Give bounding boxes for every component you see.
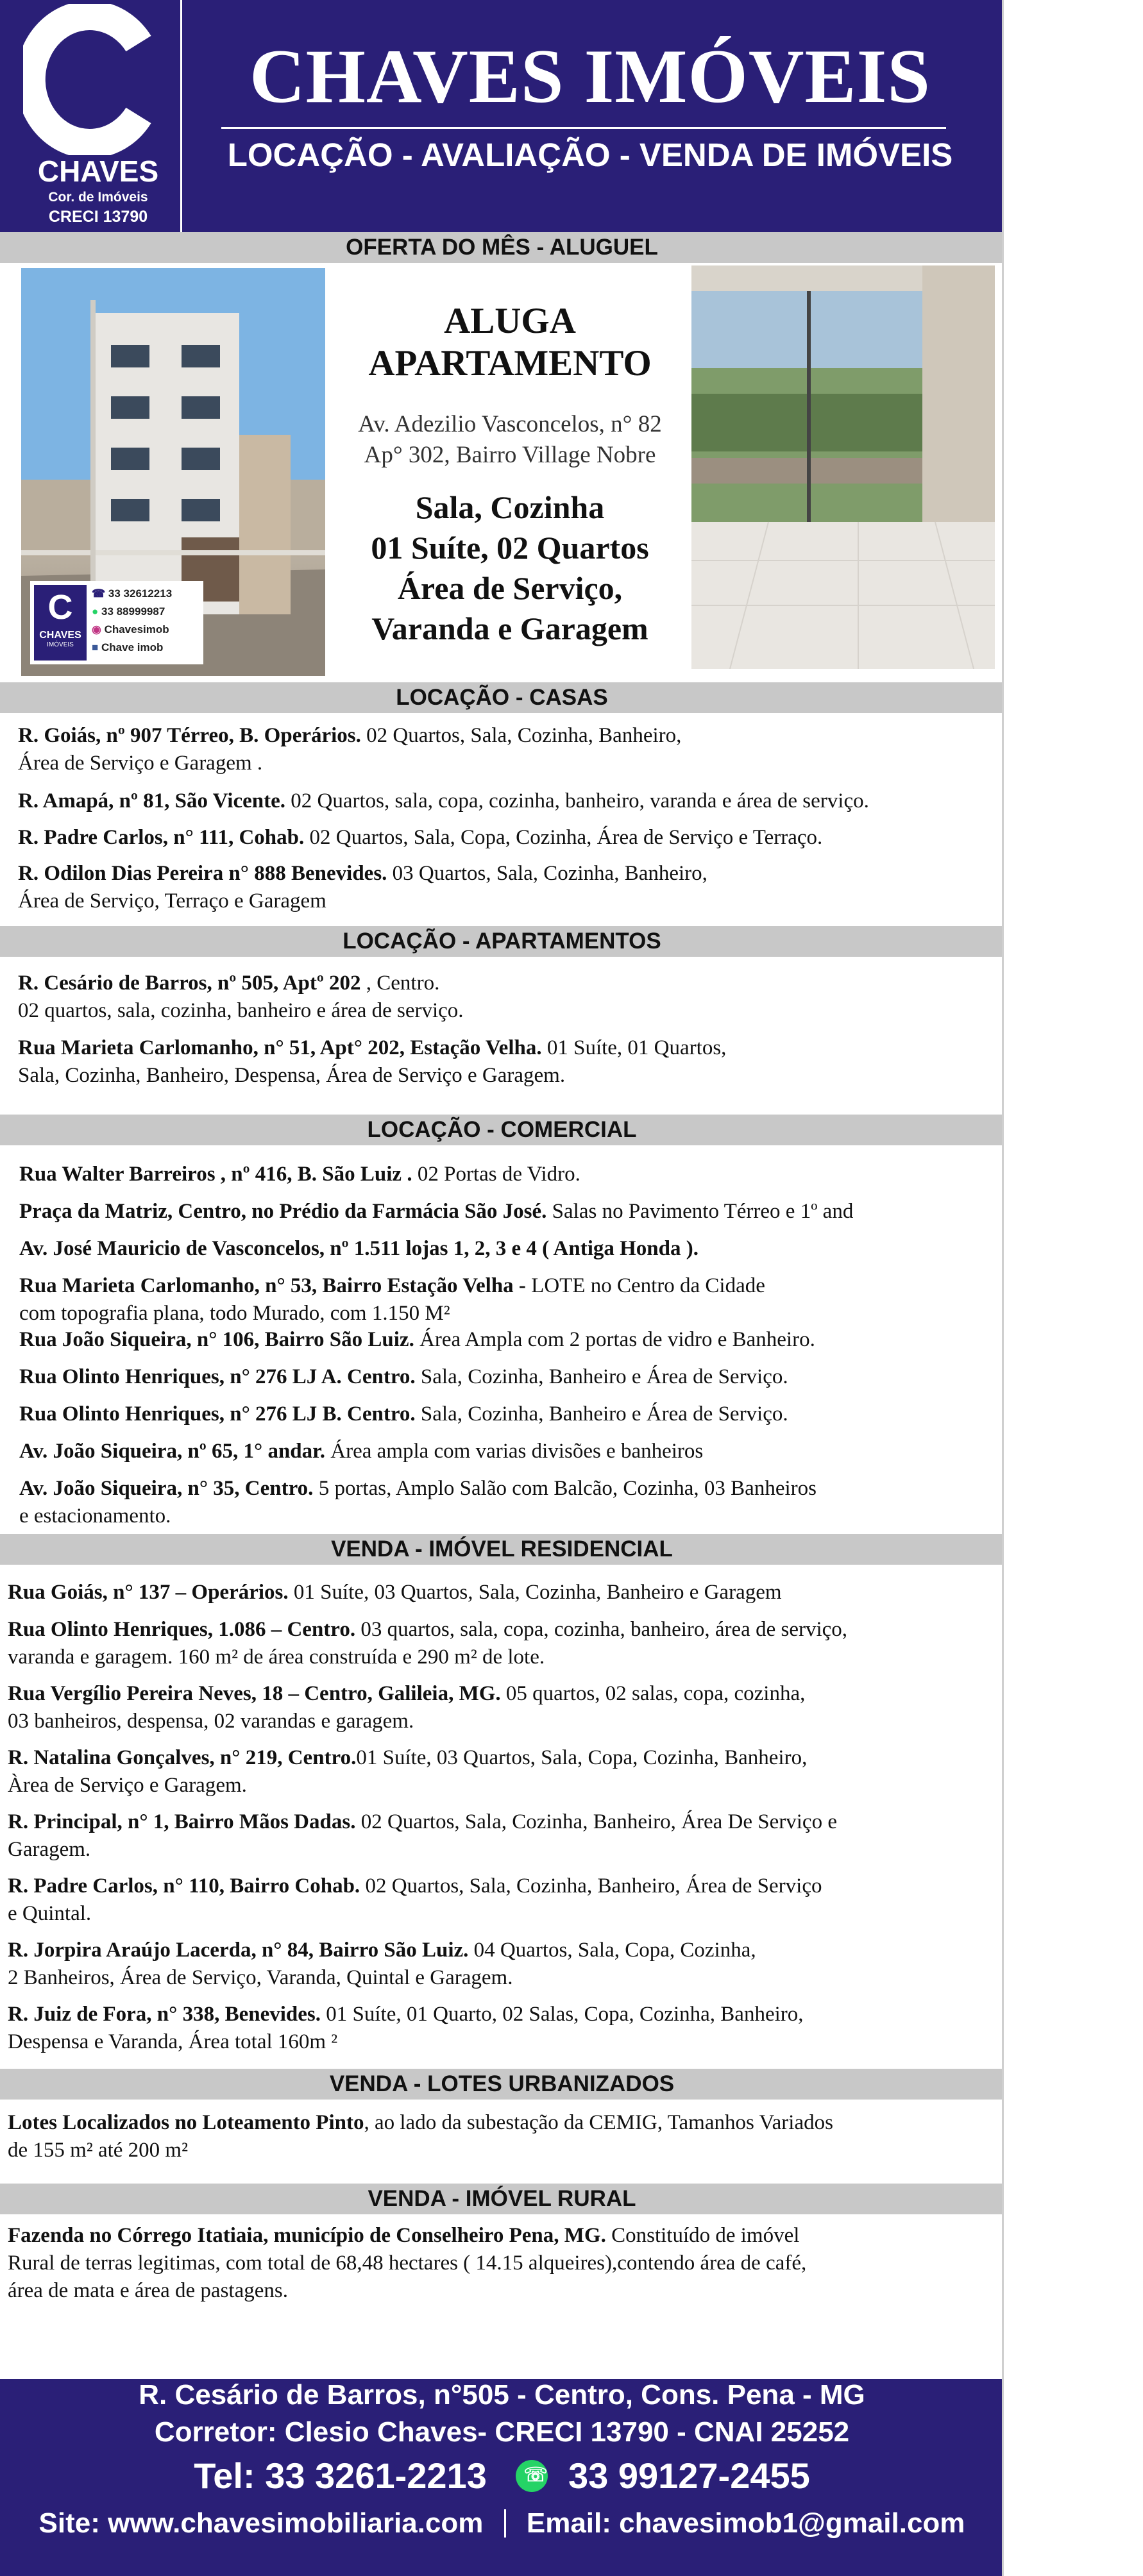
interior-illustration [691, 265, 995, 669]
listing-desc: 02 Portas de Vidro. [412, 1163, 580, 1186]
listing-comercial-1 [19, 1161, 580, 1188]
listing-residencial-7 [8, 1937, 756, 1992]
listing-title: R. Padre Carlos, n° 110, Bairro Cohab. [8, 1874, 360, 1898]
listing-comercial-4 [19, 1272, 765, 1327]
listing-title: R. Amapá, nº 81, São Vicente. [18, 789, 285, 812]
logo-subtitle: Cor. de Imóveis [48, 190, 148, 205]
whatsapp-icon: ☏ [516, 2460, 548, 2492]
section-bar-casas: LOCAÇÃO - CASAS [0, 682, 1004, 713]
listing-desc-2: Despensa e Varanda, Área total 160m ² [8, 2030, 338, 2053]
listing-title: Rua Marieta Carlomanho, n° 53, Bairro Estação Velha - [19, 1274, 526, 1297]
offer-address-line1: Av. Adezilio Vasconcelos, n° 82 [358, 411, 662, 437]
listing-comercial-8 [19, 1438, 703, 1465]
listing-title: Av. José Mauricio de Vasconcelos, nº 1.511 lojas 1, 2, 3 e 4 ( Antiga Honda ). [19, 1237, 698, 1260]
brand-title: CHAVES IMÓVEIS [249, 33, 931, 119]
listing-title: R. Juiz de Fora, n° 338, Benevides. [8, 2003, 321, 2026]
footer-whatsapp[interactable]: 33 99127-2455 [568, 2455, 810, 2496]
listing-desc: Sala, Cozinha, Banheiro e Área de Serviço. [415, 1365, 788, 1388]
listing-title: Fazenda no Córrego Itatiaia, município de Conselheiro Pena, MG. [8, 2224, 606, 2247]
header-banner [0, 0, 1004, 232]
badge-contacts [92, 585, 172, 657]
section-bar-comercial: LOCAÇÃO - COMERCIAL [0, 1115, 1004, 1145]
listing-title: Lotes Localizados no Loteamento Pinto [8, 2111, 364, 2134]
badge-facebook: Chave imob [101, 641, 164, 653]
whatsapp-icon: ● [92, 605, 101, 618]
listing-desc: 01 Suíte, 03 Quartos, Sala, Cozinha, Banheiro e Garagem [288, 1581, 782, 1604]
listing-desc-2: de 155 m² até 200 m² [8, 2139, 188, 2162]
offer-feature-3: Área de Serviço, [397, 570, 623, 606]
listing-title: Av. João Siqueira, n° 35, Centro. [19, 1477, 314, 1500]
badge-logo-name: CHAVES [39, 630, 81, 641]
listing-comercial-6 [19, 1363, 788, 1391]
listing-casa-1 [18, 722, 681, 777]
badge-logo-sub: IMÓVEIS [47, 641, 74, 648]
listing-residencial-6 [8, 1873, 822, 1928]
listing-comercial-5 [19, 1326, 815, 1354]
listing-rural-1 [8, 2222, 806, 2305]
listing-desc: 02 Quartos, sala, copa, cozinha, banheiro, varanda e área de serviço. [285, 789, 869, 812]
listing-desc: 5 portas, Amplo Salão com Balcão, Cozinha, 03 Banheiros [313, 1477, 817, 1500]
listing-comercial-7 [19, 1401, 788, 1428]
listing-desc: , ao lado da subestação da CEMIG, Tamanhos Variados [364, 2111, 833, 2134]
listing-title: R. Padre Carlos, n° 111, Cohab. [18, 826, 305, 849]
listing-title: Av. João Siqueira, nº 65, 1° andar. [19, 1440, 326, 1463]
listing-desc-2: com topografia plana, todo Murado, com 1.150 M² [19, 1302, 450, 1325]
listing-desc: 04 Quartos, Sala, Copa, Cozinha, [468, 1939, 756, 1962]
listing-desc: 01 Suíte, 03 Quartos, Sala, Copa, Cozinha, Banheiro, [356, 1746, 808, 1769]
listing-desc: 01 Suíte, 01 Quartos, [541, 1036, 727, 1059]
listing-desc-2: e Quintal. [8, 1902, 92, 1925]
listing-comercial-9 [19, 1475, 817, 1530]
listing-desc-2: e estacionamento. [19, 1504, 171, 1528]
listing-desc: , Centro. [360, 972, 440, 995]
listing-casa-4 [18, 860, 707, 915]
listing-desc: Salas no Pavimento Térreo e 1º and [546, 1200, 854, 1223]
listing-desc: 03 quartos, sala, copa, cozinha, banheiro, área de serviço, [355, 1618, 848, 1641]
listing-comercial-3 [19, 1235, 698, 1263]
brand-divider [221, 127, 946, 129]
section-bar-apartamentos: LOCAÇÃO - APARTAMENTOS [0, 926, 1004, 957]
offer-title-line2: APARTAMENTO [368, 343, 652, 383]
listing-residencial-8 [8, 2001, 804, 2056]
offer-features [334, 487, 686, 649]
listing-title: Rua Walter Barreiros , nº 416, B. São Luiz . [19, 1163, 412, 1186]
listing-title: R. Odilon Dias Pereira n° 888 Benevides. [18, 862, 387, 885]
listing-desc: Área ampla com varias divisões e banheiros [325, 1440, 704, 1463]
offer-address-line2: Ap° 302, Bairro Village Nobre [364, 442, 656, 468]
listing-title: R. Goiás, nº 907 Térreo, B. Operários. [18, 724, 361, 747]
listing-casa-3 [18, 824, 822, 852]
listing-desc: 02 Quartos, Sala, Cozinha, Banheiro, Área De Serviço e [355, 1810, 837, 1833]
logo [14, 0, 182, 232]
listing-desc-2: varanda e garagem. 160 m² de área construída e 290 m² de lote. [8, 1646, 545, 1669]
listing-desc: 01 Suíte, 01 Quarto, 02 Salas, Copa, Cozinha, Banheiro, [321, 2003, 804, 2026]
listing-desc: 05 quartos, 02 salas, copa, cozinha, [500, 1682, 806, 1705]
listing-desc-2: 03 banheiros, despensa, 02 varandas e garagem. [8, 1710, 414, 1733]
logo-creci: CRECI 13790 [48, 208, 148, 226]
facebook-icon: ■ [92, 641, 101, 653]
footer-web [0, 2507, 1004, 2539]
listing-title: R. Natalina Gonçalves, n° 219, Centro. [8, 1746, 357, 1769]
badge-whatsapp-row [92, 603, 172, 621]
offer-title-line1: ALUGA [444, 301, 576, 341]
listing-desc-3: área de mata e área de pastagens. [8, 2279, 288, 2302]
badge-phone: 33 32612213 [108, 587, 173, 600]
listing-apto-1 [18, 970, 464, 1025]
listing-residencial-1 [8, 1579, 782, 1606]
listing-desc: 02 Quartos, Sala, Copa, Cozinha, Área de Serviço e Terraço. [304, 826, 823, 849]
listing-desc: 02 Quartos, Sala, Cozinha, Banheiro, Área de Serviço [360, 1874, 822, 1898]
listing-desc: 02 Quartos, Sala, Cozinha, Banheiro, [360, 724, 682, 747]
listing-title: Rua Vergílio Pereira Neves, 18 – Centro, Galileia, MG. [8, 1682, 501, 1705]
badge-instagram: Chavesimob [104, 623, 169, 636]
listing-residencial-5 [8, 1808, 837, 1864]
offer-feature-4: Varanda e Garagem [371, 610, 648, 646]
listing-title: Rua Marieta Carlomanho, n° 51, Apt° 202, Estação Velha. [18, 1036, 542, 1059]
interior-photo [691, 265, 995, 669]
listing-title: Rua Olinto Henriques, n° 276 LJ A. Centro. [19, 1365, 416, 1388]
section-bar-lotes: VENDA - LOTES URBANIZADOS [0, 2069, 1004, 2100]
footer-site[interactable]: Site: www.chavesimobiliaria.com [38, 2507, 484, 2539]
listing-desc-2: 02 quartos, sala, cozinha, banheiro e área de serviço. [18, 999, 464, 1022]
section-bar-residencial: VENDA - IMÓVEL RESIDENCIAL [0, 1534, 1004, 1565]
footer-email[interactable]: Email: chavesimob1@gmail.com [526, 2507, 965, 2539]
listing-desc-2: Sala, Cozinha, Banheiro, Despensa, Área de Serviço e Garagem. [18, 1064, 566, 1087]
listing-casa-2 [18, 787, 869, 815]
brand-tagline: LOCAÇÃO - AVALIAÇÃO - VENDA DE IMÓVEIS [227, 137, 953, 173]
listing-title: Rua Goiás, n° 137 – Operários. [8, 1581, 289, 1604]
listing-residencial-3 [8, 1680, 805, 1735]
footer-divider [504, 2509, 506, 2538]
footer-banner [0, 2379, 1004, 2576]
listing-desc-2: Área de Serviço, Terraço e Garagem [18, 889, 326, 913]
footer-address: R. Cesário de Barros, n°505 - Centro, Cons. Pena - MG [139, 2379, 865, 2411]
listing-title: R. Principal, n° 1, Bairro Mãos Dadas. [8, 1810, 356, 1833]
listing-title: Rua Olinto Henriques, 1.086 – Centro. [8, 1618, 356, 1641]
listing-desc: LOTE no Centro da Cidade [525, 1274, 765, 1297]
footer-phones [0, 2455, 1004, 2496]
badge-logo [34, 585, 87, 661]
listing-desc-2: Área de Serviço e Garagem . [18, 752, 263, 775]
listing-lotes-1 [8, 2109, 833, 2164]
badge-whatsapp: 33 88999987 [101, 605, 165, 618]
section-bar-rural: VENDA - IMÓVEL RURAL [0, 2184, 1004, 2214]
listing-desc-2: Garagem. [8, 1838, 91, 1861]
listing-desc-2: Àrea de Serviço e Garagem. [8, 1774, 247, 1797]
listing-desc: Sala, Cozinha, Banheiro e Área de Serviço. [415, 1402, 788, 1426]
listing-desc: Constituído de imóvel [605, 2224, 800, 2247]
listing-residencial-2 [8, 1616, 847, 1671]
building-photo [21, 268, 325, 676]
listing-title: R. Jorpira Araújo Lacerda, n° 84, Bairro São Luiz. [8, 1939, 469, 1962]
badge-phone-row [92, 585, 172, 603]
badge-logo-letter: C [47, 588, 73, 627]
phone-icon: ☎ [92, 587, 108, 600]
instagram-icon: ◉ [92, 623, 105, 636]
listing-desc-2: Rural de terras legitimas, com total de 68,48 hectares ( 14.15 alqueires),contendo área de café, [8, 2252, 807, 2275]
listing-comercial-2 [19, 1198, 853, 1225]
listing-desc: 03 Quartos, Sala, Cozinha, Banheiro, [387, 862, 707, 885]
listing-title: Praça da Matriz, Centro, no Prédio da Farmácia São José. [19, 1200, 547, 1223]
section-bar-oferta: OFERTA DO MÊS - ALUGUEL [0, 232, 1004, 263]
listing-title: R. Cesário de Barros, nº 505, Aptº 202 [18, 972, 361, 995]
listing-title: Rua João Siqueira, n° 106, Bairro São Luiz. [19, 1328, 414, 1351]
badge-facebook-row [92, 639, 172, 657]
logo-name: CHAVES [37, 155, 159, 188]
footer-broker: Corretor: Clesio Chaves- CRECI 13790 - CNAI 25252 [154, 2416, 850, 2448]
offer-address [334, 409, 686, 471]
offer-title [334, 300, 686, 385]
listing-apto-2 [18, 1034, 726, 1090]
logo-c-icon [23, 4, 160, 155]
footer-tel[interactable]: Tel: 33 3261-2213 [194, 2455, 487, 2496]
listing-title: Rua Olinto Henriques, n° 276 LJ B. Centro. [19, 1402, 416, 1426]
listing-desc: Área Ampla com 2 portas de vidro e Banheiro. [414, 1328, 815, 1351]
listing-desc-2: 2 Banheiros, Área de Serviço, Varanda, Quintal e Garagem. [8, 1966, 513, 1989]
badge-instagram-row [92, 621, 172, 639]
contact-badge [30, 581, 203, 664]
offer-feature-2: 01 Suíte, 02 Quartos [371, 530, 649, 566]
listing-residencial-4 [8, 1744, 807, 1799]
offer-feature-1: Sala, Cozinha [415, 489, 605, 525]
